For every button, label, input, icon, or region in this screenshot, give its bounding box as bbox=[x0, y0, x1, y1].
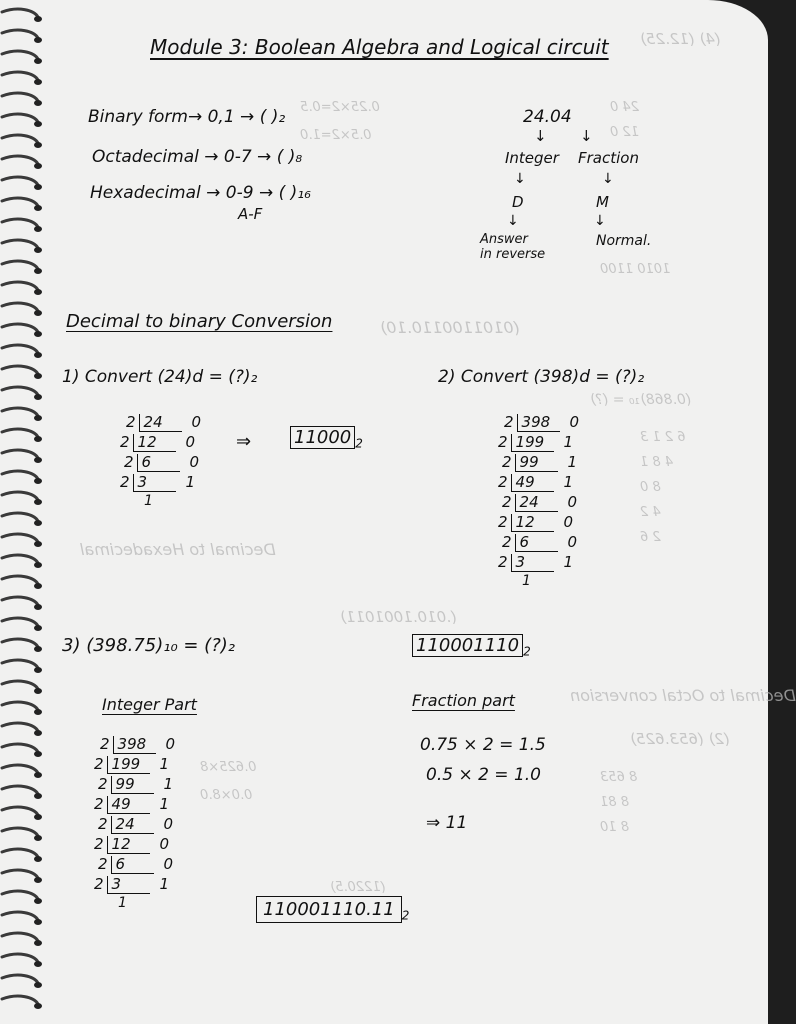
spiral-coil bbox=[2, 303, 38, 311]
spiral-coil bbox=[2, 933, 38, 941]
q1-divisor: 2 bbox=[120, 473, 130, 491]
q1-quotient: 6 bbox=[137, 454, 180, 472]
spiral-coil bbox=[2, 177, 38, 185]
spiral-hole bbox=[34, 898, 42, 904]
q3-remainder: 1 bbox=[159, 755, 170, 773]
q2-remainder: 1 bbox=[563, 553, 574, 571]
q1-divisor: 2 bbox=[126, 413, 136, 431]
spiral-coil bbox=[2, 807, 38, 815]
spiral-coil bbox=[2, 996, 38, 1004]
q3-row bbox=[94, 796, 169, 814]
spiral-coil bbox=[2, 387, 38, 395]
spiral-coil bbox=[2, 450, 38, 458]
frac-line-1: 0.75 × 2 = 1.5 bbox=[420, 735, 546, 755]
q3-quotient: 199 bbox=[107, 756, 150, 774]
q3-divisor: 2 bbox=[100, 735, 110, 753]
binary-form-line: Binary form→ 0,1 → ( )₂ bbox=[88, 107, 286, 127]
hex-letters: A-F bbox=[238, 205, 263, 223]
tree-arrow-left-2: ↓ bbox=[514, 171, 526, 187]
spiral-hole bbox=[34, 226, 42, 232]
q2-divisor: 2 bbox=[502, 493, 512, 511]
q1-row bbox=[120, 434, 195, 452]
q2-row bbox=[504, 414, 579, 432]
spiral-coil bbox=[2, 114, 38, 122]
spiral-hole bbox=[34, 667, 42, 673]
q3-remainder: 0 bbox=[163, 815, 174, 833]
q1-divisor: 2 bbox=[120, 433, 130, 451]
spiral-hole bbox=[34, 415, 42, 421]
q3-remainder: 1 bbox=[159, 875, 170, 893]
q3-divisor: 2 bbox=[94, 835, 104, 853]
spiral-coil bbox=[2, 135, 38, 143]
q2-divisor: 2 bbox=[498, 513, 508, 531]
spiral-coil bbox=[2, 9, 38, 17]
spiral-coil bbox=[2, 93, 38, 101]
q1-arrow: ⇒ bbox=[236, 431, 252, 452]
spiral-coil bbox=[2, 198, 38, 206]
spiral-hole bbox=[34, 247, 42, 253]
spiral-hole bbox=[34, 394, 42, 400]
spiral-hole bbox=[34, 121, 42, 127]
q1-divisor: 2 bbox=[124, 453, 134, 471]
tree-arrow-left: ↓ bbox=[534, 127, 547, 145]
tree-integer: Integer bbox=[505, 149, 559, 167]
q2-row bbox=[502, 494, 577, 512]
q2-final-quotient: 1 bbox=[522, 573, 531, 589]
spiral-coil bbox=[2, 975, 38, 983]
spiral-hole bbox=[34, 331, 42, 337]
spiral-hole bbox=[34, 268, 42, 274]
spiral-coil bbox=[2, 51, 38, 59]
spiral-hole bbox=[34, 100, 42, 106]
spiral-coil bbox=[2, 30, 38, 38]
frac-line-3: ⇒ 11 bbox=[426, 813, 468, 833]
q3-row bbox=[94, 756, 169, 774]
q3-row bbox=[98, 816, 173, 834]
spiral-coil bbox=[2, 324, 38, 332]
tree-number: 24.04 bbox=[523, 107, 572, 127]
spiral-hole bbox=[34, 877, 42, 883]
spiral-hole bbox=[34, 205, 42, 211]
spiral-hole bbox=[34, 688, 42, 694]
tree-fraction: Fraction bbox=[578, 149, 639, 167]
q2-quotient: 49 bbox=[511, 474, 554, 492]
section-heading: Decimal to binary Conversion bbox=[66, 311, 333, 332]
q3-remainder: 1 bbox=[163, 775, 174, 793]
spiral-coil bbox=[2, 681, 38, 689]
q1-answer-box: 11000 bbox=[290, 426, 355, 449]
q2-answer-box: 110001110 bbox=[412, 634, 523, 657]
q3-row bbox=[100, 736, 175, 754]
q1-remainder: 0 bbox=[189, 453, 200, 471]
q1-answer-base: 2 bbox=[355, 436, 363, 451]
q1-final-quotient: 1 bbox=[144, 493, 153, 509]
spiral-hole bbox=[34, 310, 42, 316]
q3-quotient: 398 bbox=[113, 736, 156, 754]
q3-divisor: 2 bbox=[98, 775, 108, 793]
spiral-coil bbox=[2, 576, 38, 584]
octal-form-line: Octadecimal → 0-7 → ( )₈ bbox=[92, 147, 303, 167]
spiral-hole bbox=[34, 58, 42, 64]
q3-quotient: 6 bbox=[111, 856, 154, 874]
q2-quotient: 99 bbox=[515, 454, 558, 472]
spiral-hole bbox=[34, 457, 42, 463]
spiral-coil bbox=[2, 429, 38, 437]
tree-m: M bbox=[596, 193, 609, 211]
spiral-hole bbox=[34, 793, 42, 799]
spiral-coil bbox=[2, 534, 38, 542]
notebook-page: (4) (12.25) 0.25×2=0.5 0.5×2=1.0 24 0 12 0 1010 1100 (0101100110.10) (0.868)₁₀ = (?) Decimal to Hexadecimal 6 2 1 3 4 8 1 8 0 4 2 2 6 (.010.1001011) Decimal to Octal conversion (2) (653.625) 8 653 8 81 8 10 0.625×8 0.0×8.0 (1220.5) Module 3: Boolean Algebra and Logical circuit Binary form→ 0,1 → ( )₂ Octadecimal → 0-7 → ( )₈ Hexadecimal → 0-9 → ( )₁₆ A-F 24.04 ↓ ↓ Integer Fraction ↓ ↓ D M ↓ ↓ Answer in reverse Normal. Decimal to binary Conversion 1) Convert (24)d = (?)₂ 2 24 0 2 12 0 2 6 0 2 3 1 1 ⇒ 11000 $_2$ 2) Convert (398)d = (?)₂ 2 398 0 2 199 1 2 99 1 2 49 1 2 24 0 2 12 0 2 6 0 2 3 1 1 3) (398.75)₁₀ = (?)₂ 110001110 $_2$ Integer Part Fraction part 2 398 0 2 199 1 2 99 1 2 49 1 2 24 0 2 12 0 2 6 0 2 3 1 1 0.75 × 2 = 1.5 0.5 × 2 = 1.0 ⇒ 11 110001110.11 $_2$ bbox=[0, 0, 768, 1024]
q3-remainder: 1 bbox=[159, 795, 170, 813]
q2-remainder: 0 bbox=[567, 493, 578, 511]
spiral-coil bbox=[2, 345, 38, 353]
q2-divisor: 2 bbox=[498, 553, 508, 571]
q2-divisor: 2 bbox=[498, 433, 508, 451]
spiral-coil bbox=[2, 702, 38, 710]
q1-quotient: 3 bbox=[133, 474, 176, 492]
final-answer-box: 110001110.11 bbox=[256, 896, 402, 923]
q1-quotient: 12 bbox=[133, 434, 176, 452]
q2-divisor: 2 bbox=[502, 453, 512, 471]
q2-quotient: 12 bbox=[511, 514, 554, 532]
tree-arrow-right-2: ↓ bbox=[602, 171, 614, 187]
spiral-coil bbox=[2, 240, 38, 248]
q3-row bbox=[98, 856, 173, 874]
tree-arrow-left-3: ↓ bbox=[507, 213, 519, 229]
q1-quotient: 24 bbox=[139, 414, 182, 432]
spiral-coil bbox=[2, 597, 38, 605]
spiral-hole bbox=[34, 541, 42, 547]
q2-remainder: 1 bbox=[567, 453, 578, 471]
q2-row bbox=[498, 434, 573, 452]
q2-answer bbox=[412, 636, 531, 659]
tree-arrow-right: ↓ bbox=[580, 127, 593, 145]
q3-row bbox=[98, 776, 173, 794]
spiral-coil bbox=[2, 870, 38, 878]
q1-remainder: 0 bbox=[185, 433, 196, 451]
spiral-hole bbox=[34, 625, 42, 631]
q2-quotient: 398 bbox=[517, 414, 560, 432]
q2-row bbox=[502, 534, 577, 552]
spiral-coil bbox=[2, 744, 38, 752]
spiral-hole bbox=[34, 961, 42, 967]
final-answer bbox=[256, 900, 409, 923]
spiral-hole bbox=[34, 520, 42, 526]
spiral-hole bbox=[34, 709, 42, 715]
q3-divisor: 2 bbox=[94, 755, 104, 773]
q2-remainder: 0 bbox=[569, 413, 580, 431]
spiral-hole bbox=[34, 562, 42, 568]
q2-remainder: 0 bbox=[567, 533, 578, 551]
q2-divisor: 2 bbox=[504, 413, 514, 431]
spiral-coil bbox=[2, 408, 38, 416]
spiral-coil bbox=[2, 492, 38, 500]
q3-divisor: 2 bbox=[94, 795, 104, 813]
q2-quotient: 3 bbox=[511, 554, 554, 572]
q3-quotient: 99 bbox=[111, 776, 154, 794]
q3-row bbox=[94, 876, 169, 894]
q1-remainder: 1 bbox=[185, 473, 196, 491]
tree-d: D bbox=[512, 193, 524, 211]
spiral-coil bbox=[2, 723, 38, 731]
spiral-coil bbox=[2, 660, 38, 668]
spiral-hole bbox=[34, 730, 42, 736]
final-answer-base: 2 bbox=[401, 908, 410, 923]
q2-remainder: 1 bbox=[563, 433, 574, 451]
spiral-coil bbox=[2, 366, 38, 374]
tree-answer-reverse: Answer in reverse bbox=[480, 232, 546, 262]
tree-arrow-right-3: ↓ bbox=[594, 213, 606, 229]
spiral-hole bbox=[34, 604, 42, 610]
spiral-hole bbox=[34, 373, 42, 379]
spiral-coil bbox=[2, 72, 38, 80]
spiral-coil bbox=[2, 261, 38, 269]
spiral-coil bbox=[2, 618, 38, 626]
q2-remainder: 0 bbox=[563, 513, 574, 531]
q3-row bbox=[94, 836, 169, 854]
q3-remainder: 0 bbox=[159, 835, 170, 853]
spiral-hole bbox=[34, 982, 42, 988]
q1-prompt: 1) Convert (24)d = (?)₂ bbox=[62, 367, 258, 387]
spiral-hole bbox=[34, 16, 42, 22]
q3-quotient: 24 bbox=[111, 816, 154, 834]
spiral-hole bbox=[34, 37, 42, 43]
spiral-hole bbox=[34, 835, 42, 841]
spiral-hole bbox=[34, 184, 42, 190]
spiral-hole bbox=[34, 142, 42, 148]
tree-normal: Normal. bbox=[596, 233, 652, 249]
q2-divisor: 2 bbox=[502, 533, 512, 551]
q2-answer-base: 2 bbox=[523, 644, 531, 659]
fraction-part-heading: Fraction part bbox=[412, 691, 515, 710]
spiral-coil bbox=[2, 891, 38, 899]
q2-row bbox=[498, 474, 573, 492]
q2-divisor: 2 bbox=[498, 473, 508, 491]
spiral-hole bbox=[34, 751, 42, 757]
spiral-hole bbox=[34, 436, 42, 442]
spiral-hole bbox=[34, 478, 42, 484]
spiral-hole bbox=[34, 814, 42, 820]
spiral-coil bbox=[2, 555, 38, 563]
q3-divisor: 2 bbox=[98, 815, 108, 833]
spiral-coil bbox=[2, 828, 38, 836]
q1-row bbox=[124, 454, 199, 472]
q3-divisor: 2 bbox=[98, 855, 108, 873]
spiral-coil bbox=[2, 219, 38, 227]
page-title: Module 3: Boolean Algebra and Logical circuit bbox=[150, 35, 609, 59]
spiral-hole bbox=[34, 352, 42, 358]
spiral-hole bbox=[34, 856, 42, 862]
q3-remainder: 0 bbox=[165, 735, 176, 753]
q1-row bbox=[126, 414, 201, 432]
spiral-hole bbox=[34, 646, 42, 652]
spiral-hole bbox=[34, 163, 42, 169]
q3-remainder: 0 bbox=[163, 855, 174, 873]
spiral-coil bbox=[2, 765, 38, 773]
q3-prompt: 3) (398.75)₁₀ = (?)₂ bbox=[62, 635, 235, 656]
spiral-hole bbox=[34, 1003, 42, 1009]
spiral-coil bbox=[2, 786, 38, 794]
q1-answer bbox=[290, 428, 363, 451]
q3-quotient: 12 bbox=[107, 836, 150, 854]
spiral-coil bbox=[2, 513, 38, 521]
q1-remainder: 0 bbox=[191, 413, 202, 431]
spiral-coil bbox=[2, 912, 38, 920]
spiral-binding bbox=[0, 0, 52, 1024]
spiral-coil bbox=[2, 471, 38, 479]
spiral-coil bbox=[2, 954, 38, 962]
q2-row bbox=[502, 454, 577, 472]
integer-part-heading: Integer Part bbox=[102, 695, 197, 714]
spiral-hole bbox=[34, 919, 42, 925]
q2-row bbox=[498, 514, 573, 532]
spiral-coil bbox=[2, 282, 38, 290]
q2-quotient: 24 bbox=[515, 494, 558, 512]
hex-form-line: Hexadecimal → 0-9 → ( )₁₆ bbox=[90, 183, 311, 203]
q2-quotient: 199 bbox=[511, 434, 554, 452]
spiral-coil bbox=[2, 639, 38, 647]
spiral-hole bbox=[34, 79, 42, 85]
q2-remainder: 1 bbox=[563, 473, 574, 491]
spiral-hole bbox=[34, 289, 42, 295]
q3-quotient: 3 bbox=[107, 876, 150, 894]
q3-final-quotient: 1 bbox=[118, 895, 127, 911]
q3-quotient: 49 bbox=[107, 796, 150, 814]
spiral-coil bbox=[2, 849, 38, 857]
q2-row bbox=[498, 554, 573, 572]
spiral-hole bbox=[34, 499, 42, 505]
q2-prompt: 2) Convert (398)d = (?)₂ bbox=[438, 367, 645, 387]
spiral-hole bbox=[34, 772, 42, 778]
q1-row bbox=[120, 474, 195, 492]
spiral-coil bbox=[2, 156, 38, 164]
q2-quotient: 6 bbox=[515, 534, 558, 552]
spiral-hole bbox=[34, 583, 42, 589]
spiral-hole bbox=[34, 940, 42, 946]
q3-divisor: 2 bbox=[94, 875, 104, 893]
frac-line-2: 0.5 × 2 = 1.0 bbox=[426, 765, 541, 785]
